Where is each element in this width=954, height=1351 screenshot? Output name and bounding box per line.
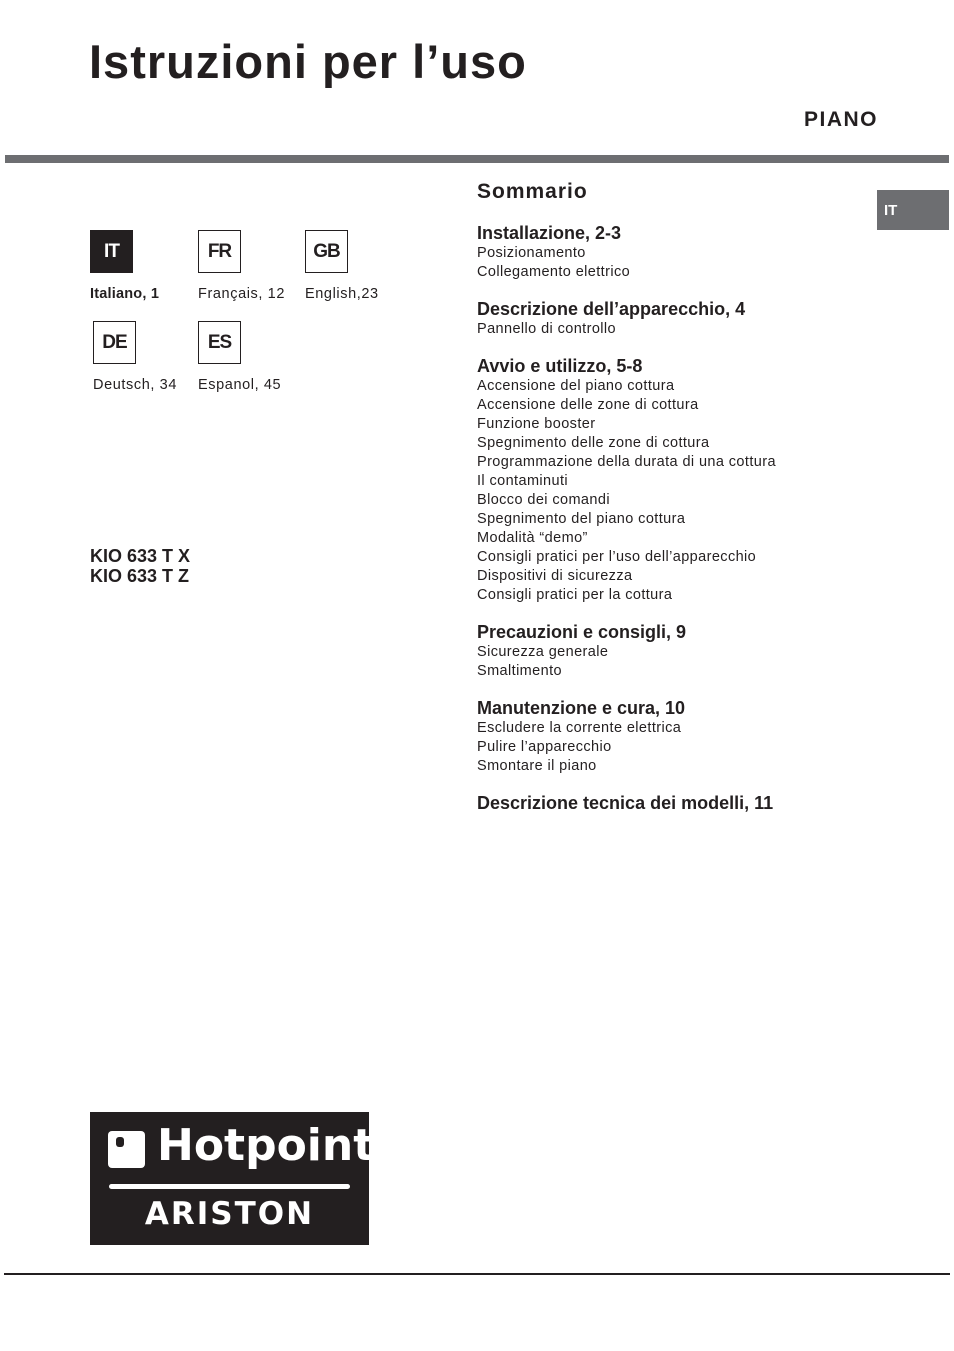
toc-section — [477, 622, 857, 681]
page-title: Istruzioni per l’uso — [89, 35, 527, 88]
language-code-badge: ES — [198, 321, 241, 364]
toc-item[interactable]: Pulire l’apparecchio — [477, 739, 612, 755]
toc-item[interactable]: Accensione del piano cottura — [477, 378, 675, 394]
toc-item[interactable]: Smaltimento — [477, 663, 562, 679]
language-label: Deutsch, 34 — [93, 377, 177, 393]
footer-divider — [4, 1273, 950, 1275]
language-option-fr[interactable] — [198, 230, 318, 302]
language-label: Espanol, 45 — [198, 377, 282, 393]
toc-item[interactable]: Funzione booster — [477, 416, 596, 432]
toc-item[interactable]: Il contaminuti — [477, 473, 569, 489]
toc-item[interactable]: Programmazione della durata di una cottura — [477, 454, 776, 470]
language-code-badge: GB — [305, 230, 348, 273]
logo-brand: Hotpoint — [157, 1120, 375, 1171]
language-option-gb[interactable] — [305, 230, 425, 302]
language-label: Français, 12 — [198, 286, 285, 302]
language-option-es[interactable] — [198, 321, 318, 393]
table-of-contents — [477, 180, 857, 831]
hotpoint-mark-icon — [108, 1131, 145, 1168]
language-option-it[interactable] — [90, 230, 210, 302]
toc-section — [477, 698, 857, 776]
toc-item[interactable]: Smontare il piano — [477, 758, 597, 774]
toc-item[interactable]: Consigli pratici per la cottura — [477, 587, 673, 603]
toc-item[interactable]: Consigli pratici per l’uso dell’apparecchio — [477, 549, 757, 565]
toc-item[interactable]: Sicurezza generale — [477, 644, 609, 660]
language-code-badge: FR — [198, 230, 241, 273]
language-label: English,23 — [305, 286, 379, 302]
toc-section — [477, 356, 857, 605]
toc-section — [477, 223, 857, 282]
model-list — [90, 546, 190, 586]
language-code-badge: IT — [90, 230, 133, 273]
toc-item[interactable]: Escludere la corrente elettrica — [477, 720, 682, 736]
logo-divider — [109, 1184, 350, 1189]
toc-item[interactable]: Blocco dei comandi — [477, 492, 610, 508]
toc-section — [477, 299, 857, 339]
toc-item[interactable]: Posizionamento — [477, 245, 586, 261]
mark-dot — [116, 1137, 124, 1147]
toc-item[interactable]: Accensione delle zone di cottura — [477, 397, 699, 413]
language-tab: IT — [877, 190, 949, 230]
toc-section-heading[interactable]: Descrizione tecnica dei modelli, 11 — [477, 793, 774, 813]
logo-subbrand: ARISTON — [144, 1196, 315, 1232]
toc-item[interactable]: Modalità “demo” — [477, 530, 588, 546]
toc-title: Sommario — [477, 180, 588, 203]
language-label: Italiano, 1 — [90, 286, 160, 302]
header-divider — [5, 155, 949, 163]
toc-section-heading[interactable]: Installazione, 2-3 — [477, 223, 622, 243]
language-code-badge: DE — [93, 321, 136, 364]
hotpoint-ariston-logo — [90, 1112, 375, 1245]
toc-section-heading[interactable]: Manutenzione e cura, 10 — [477, 698, 686, 718]
toc-item[interactable]: Collegamento elettrico — [477, 264, 631, 280]
language-option-de[interactable] — [93, 321, 213, 393]
toc-item[interactable]: Pannello di controllo — [477, 321, 616, 337]
toc-section — [477, 793, 857, 814]
toc-item[interactable]: Spegnimento delle zone di cottura — [477, 435, 710, 451]
toc-item[interactable]: Dispositivi di sicurezza — [477, 568, 633, 584]
toc-section-heading[interactable]: Descrizione dell’apparecchio, 4 — [477, 299, 746, 319]
toc-section-heading[interactable]: Precauzioni e consigli, 9 — [477, 622, 687, 642]
model-name: KIO 633 T Z — [90, 566, 190, 586]
model-name: KIO 633 T X — [90, 546, 191, 566]
toc-item[interactable]: Spegnimento del piano cottura — [477, 511, 686, 527]
product-category: PIANO — [803, 108, 878, 131]
toc-section-heading[interactable]: Avvio e utilizzo, 5-8 — [477, 356, 643, 376]
